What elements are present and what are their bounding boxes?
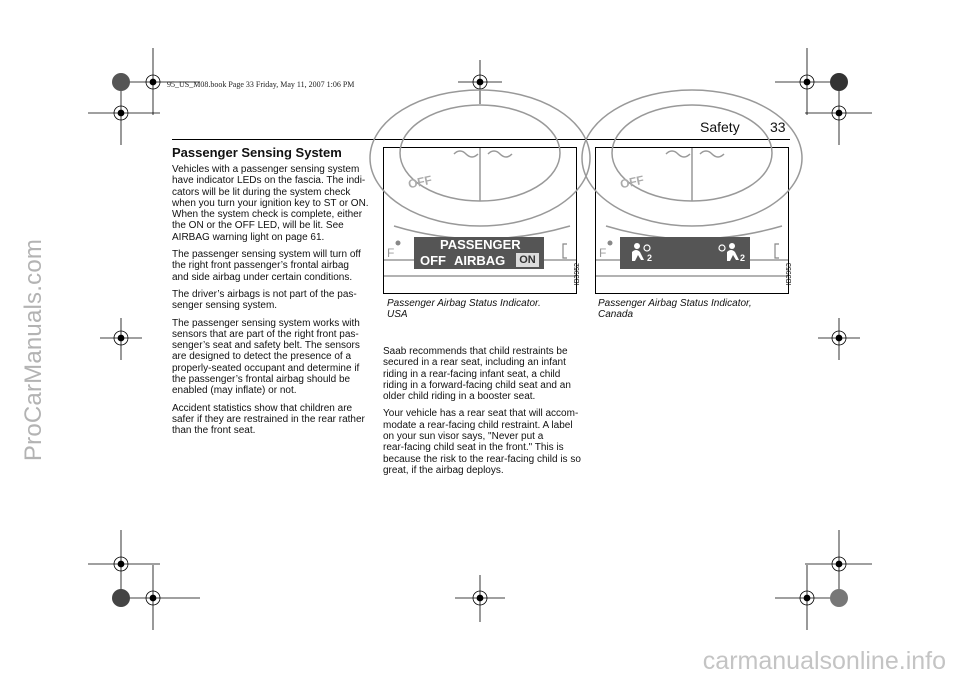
figure-canada	[595, 147, 793, 294]
panel-passenger-label: PASSENGER	[440, 237, 521, 252]
left-column	[172, 164, 377, 443]
f-label: F	[387, 246, 395, 260]
paragraph: Vehicles with a passenger sensing system have indicator LEDs on the fascia. The indi- cators will be lit during the system check when you turn your ignition key to ST or ON. When the system check is complete, either the ON or the OFF LED, will be lit. See AIRBAG warning light on page 61.	[172, 164, 369, 243]
figure-caption-usa: Passenger Airbag Status Indicator. USA	[387, 298, 541, 320]
paragraph: Your vehicle has a rear seat that will accom- modate a rear-facing child restraint. A label on your sun visor says, "Never put a rear-facing child seat in the front." This is because the risk to the rear-facing child is so great, if the airbag deploys.	[383, 408, 581, 476]
dial-off-label: OFF	[406, 172, 434, 192]
header-section: Safety	[700, 119, 740, 135]
corner-dot	[112, 73, 130, 91]
section-title: Passenger Sensing System	[172, 145, 342, 160]
figure-id: IB3953	[786, 263, 793, 286]
header-rule	[172, 139, 790, 140]
figure-id: IB3952	[574, 263, 581, 286]
icon-right-subscript: 2	[740, 253, 746, 263]
figure-caption-canada: Passenger Airbag Status Indicator, Canada	[598, 298, 752, 320]
paragraph: Saab recommends that child restraints be secured in a rear seat, including an infant riding in a rear-facing infant seat, a child riding in a forward-facing child seat and an older child riding in a booster seat.	[383, 346, 571, 403]
dashboard-illustration	[384, 148, 576, 293]
paragraph: The passenger sensing system works with sensors that are part of the right front pas- senger’s seat and safety belt. The sensors are designed to detect the presence of a properly-seated occupant and determine if the passenger’s frontal airbag should be enabled (may inflate) or not.	[172, 317, 360, 397]
figure-usa	[383, 147, 581, 294]
dial-off-label: OFF	[618, 172, 646, 192]
side-watermark: ProCarManuals.com	[20, 238, 47, 462]
panel-airbag-label: AIRBAG	[454, 253, 506, 268]
page-number: 33	[770, 119, 786, 135]
paragraph: The passenger sensing system will turn off the right front passenger’s frontal airbag and side airbag under certain conditions.	[172, 249, 361, 283]
middle-column	[383, 346, 583, 482]
dashboard-illustration	[596, 148, 788, 293]
icon-left-subscript: 2	[647, 253, 653, 263]
paragraph: Accident statistics show that children are safer if they are restrained in the rear rather than the front seat.	[172, 402, 365, 437]
f-label: F	[599, 246, 607, 260]
paragraph: The driver’s airbags is not part of the pas- senger sensing system.	[172, 288, 357, 312]
airbag-status-panel	[414, 237, 544, 269]
book-stamp: 95_US_M08.book Page 33 Friday, May 11, 2007 1:06 PM	[167, 80, 355, 89]
bottom-watermark: carmanualsonline.info	[702, 647, 946, 675]
panel-off-label: OFF	[420, 253, 446, 268]
panel-on-indicator: ON	[516, 253, 539, 267]
